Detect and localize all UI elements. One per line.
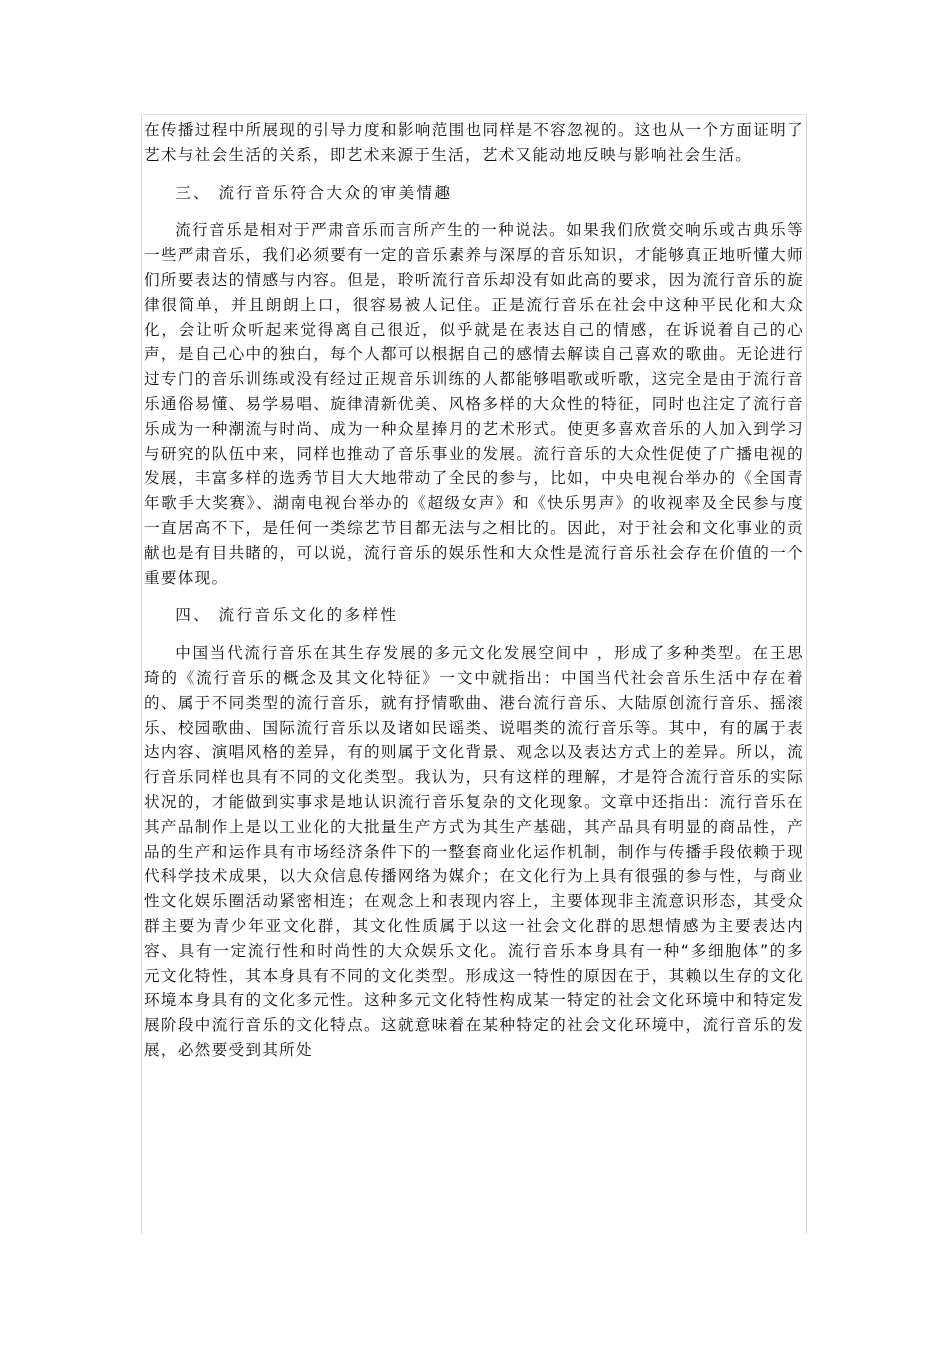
section-heading-3: 三、 流行音乐符合大众的审美情趣	[175, 183, 453, 202]
document-body	[144, 118, 804, 1063]
section4-paragraph: 中国当代流行音乐在其生存发展的多元文化发展空间中 ，形成了多种类型。在王思琦的《流行音乐的概念及其文化特征》一文中就指出：中国当代社会音乐生活中存在着的、属于不同类型的流行音乐，就有抒情歌曲、港台流行音乐、大陆原创流行音乐、摇滚乐、校园歌曲、国际流行音乐以及诸如民谣类、说唱类的流行音乐等。其中，有的属于表达内容、演唱风格的差异，有的则属于文化背景、观念以及表达方式上的差异。所以，流行音乐同样也具有不同的文化类型。我认为，只有这样的理解，才是符合流行音乐的实际状况的，才能做到实事求是地认识流行音乐复杂的文化现象。文章中还指出：流行音乐在其产品制作上是以工业化的大批量生产方式为其生产基础，其产品具有明显的商品性，产品的生产和运作具有市场经济条件下的一整套商业化运作机制，制作与传播手段依赖于现代科学技术成果，以大众信息传播网络为媒介；在文化行为上具有很强的参与性，与商业性文化娱乐圈活动紧密相连；在观念上和表现内容上，主要体现非主流意识形态，其受众群主要为青少年亚文化群，其文化性质属于以这一社会文化群的思想情感为主要表达内容、具有一定流行性和时尚性的大众娱乐文化。流行音乐本身具有一种“多细胞体”的多元文化特性，其本身具有不同的文化类型。形成这一特性的原因在于，其赖以生存的文化环境本身具有的文化多元性。这种多元文化特性构成某一特定的社会文化环境中和特定发展阶段中流行音乐的文化特点。这就意味着在某种特定的社会文化环境中，流行音乐的发展，必然要受到其所处	[144, 644, 804, 1059]
section-heading-4: 四、 流行音乐文化的多样性	[175, 606, 399, 625]
section3-paragraph: 流行音乐是相对于严肃音乐而言所产生的一种说法。如果我们欣赏交响乐或古典乐等一些严肃音乐，我们必须要有一定的音乐素养与深厚的音乐知识，才能够真正地听懂大师们所要表达的情感与内容。但是，聆听流行音乐却没有如此高的要求，因为流行音乐的旋律很简单，并且朗朗上口，很容易被人记住。正是流行音乐在社会中这种平民化和大众化，会让听众听起来觉得离自己很近，似乎就是在表达自己的情感，在诉说着自己的心声，是自己心中的独白，每个人都可以根据自己的感情去解读自己喜欢的歌曲。无论进行过专门的音乐训练或没有经过正规音乐训练的人都能够唱歌或听歌，这完全是由于流行音乐通俗易懂、易学易唱、旋律清新优美、风格多样的大众性的特征，同时也注定了流行音乐成为一种潮流与时尚、成为一种众星捧月的艺术形式。使更多喜欢音乐的人加入到学习与研究的队伍中来，同样也推动了音乐事业的发展。流行音乐的大众性促使了广播电视的发展，丰富多样的选秀节目大大地带动了全民的参与，比如，中央电视台举办的《全国青年歌手大奖赛》、湖南电视台举办的《超级女声》和《快乐男声》的收视率及全民参与度一直居高不下，是任何一类综艺节目都无法与之相比的。因此，对于社会和文化事业的贡献也是有目共睹的，可以说，流行音乐的娱乐性和大众性是流行音乐社会存在价值的一个重要体现。	[144, 221, 804, 587]
intro-paragraph: 在传播过程中所展现的引导力度和影响范围也同样是不容忽视的。这也从一个方面证明了艺术与社会生活的关系，即艺术来源于生活，艺术又能动地反映与影响社会生活。	[144, 121, 804, 164]
